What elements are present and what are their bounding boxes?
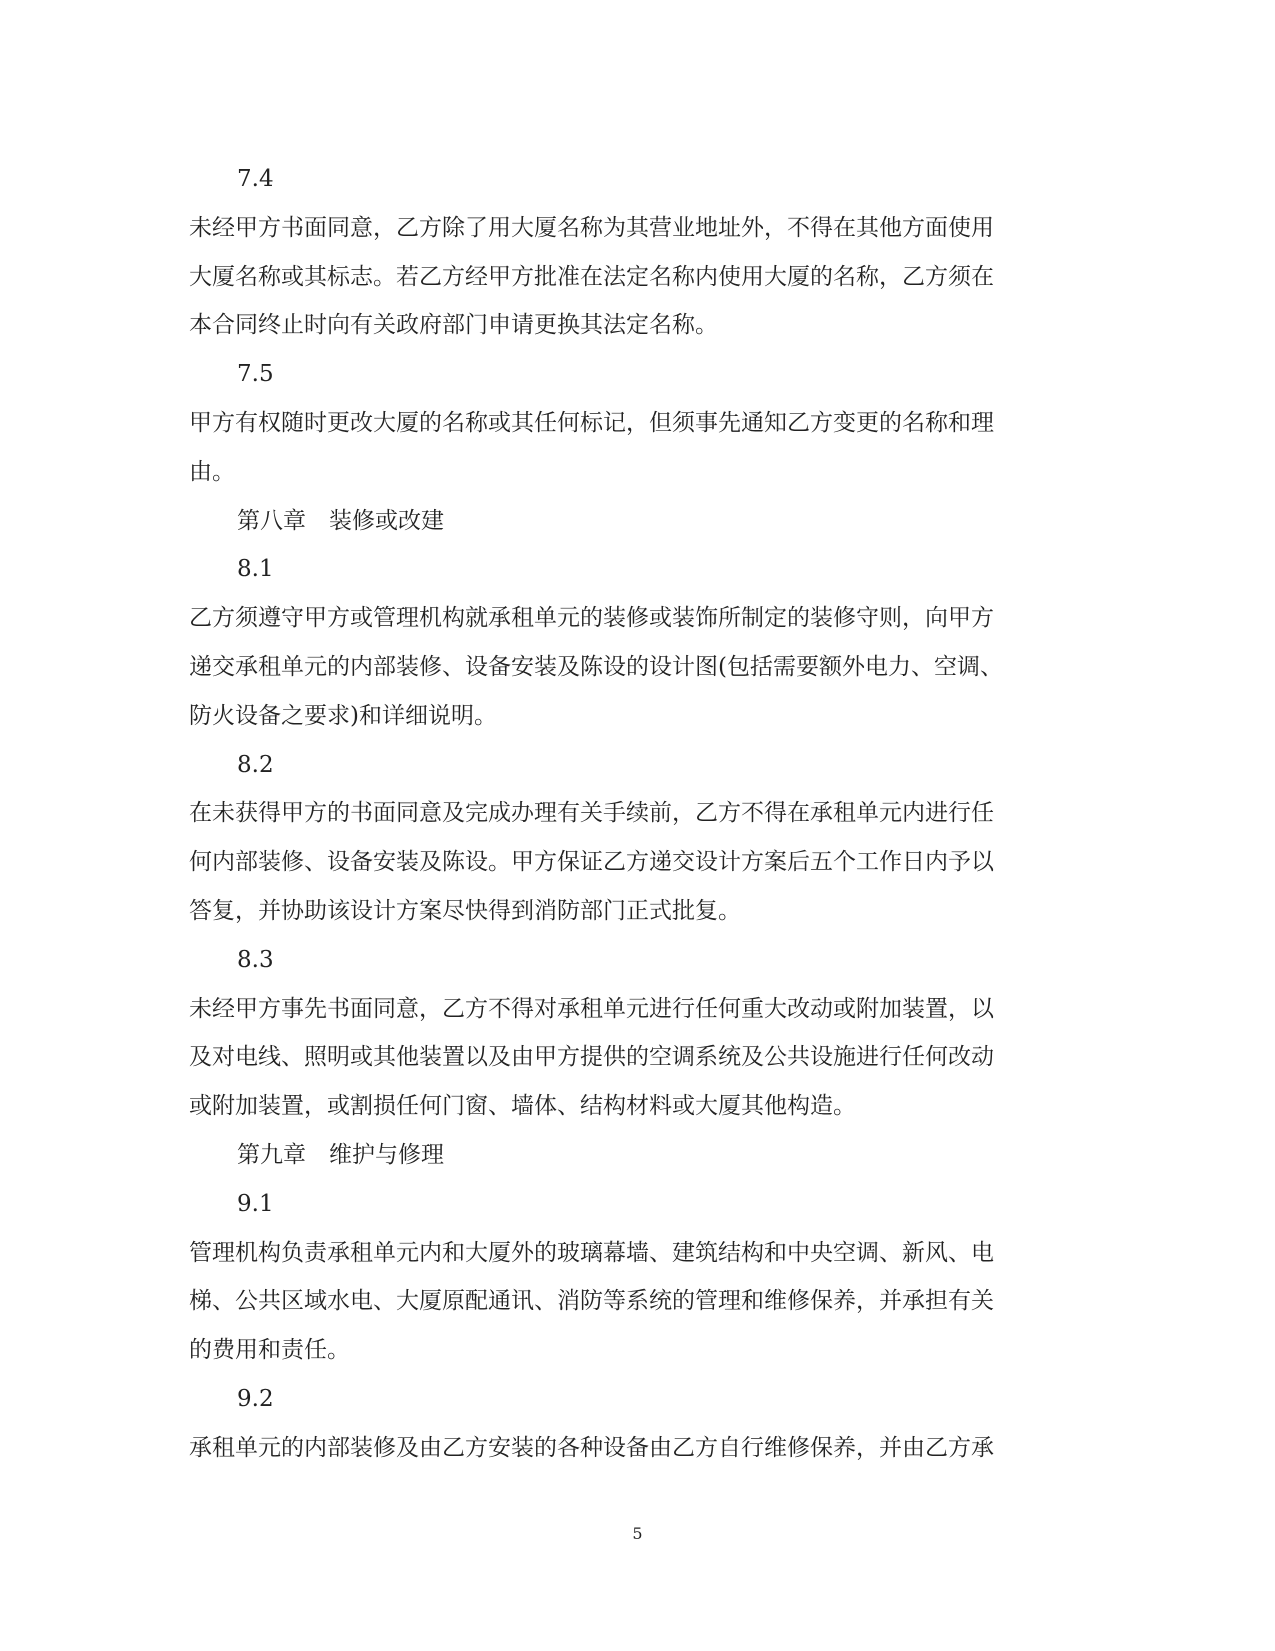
section-heading: 8.1 (237, 556, 274, 583)
paragraph-line: 管理机构负责承租单元内和大厦外的玻璃幕墙、建筑结构和中央空调、新风、电 (189, 1239, 994, 1266)
paragraph-line: 甲方有权随时更改大厦的名称或其任何标记，但须事先通知乙方变更的名称和理 (189, 409, 994, 436)
paragraph-line: 或附加装置，或割损任何门窗、墙体、结构材料或大厦其他构造。 (189, 1093, 856, 1120)
section-heading: 第八章 装修或改建 (237, 507, 444, 534)
paragraph-line: 梯、公共区域水电、大厦原配通讯、消防等系统的管理和维修保养，并承担有关 (189, 1288, 994, 1315)
section-heading: 第九章 维护与修理 (237, 1141, 444, 1168)
paragraph-line: 答复，并协助该设计方案尽快得到消防部门正式批复。 (189, 897, 741, 924)
section-heading: 9.2 (237, 1385, 274, 1412)
paragraph-line: 的费用和责任。 (189, 1337, 350, 1364)
paragraph-line: 及对电线、照明或其他装置以及由甲方提供的空调系统及公共设施进行任何改动 (189, 1044, 994, 1071)
section-heading: 7.5 (237, 361, 274, 388)
paragraph-line: 大厦名称或其标志。若乙方经甲方批准在法定名称内使用大厦的名称，乙方须在 (189, 263, 994, 290)
page-number: 5 (632, 1524, 643, 1543)
paragraph-line: 未经甲方书面同意，乙方除了用大厦名称为其营业地址外，不得在其他方面使用 (189, 214, 994, 241)
document-body (189, 155, 1069, 1473)
paragraph-line: 递交承租单元的内部装修、设备安装及陈设的设计图(包括需要额外电力、空调、 (189, 653, 1003, 680)
paragraph-line: 由。 (189, 458, 235, 485)
paragraph-line: 承租单元的内部装修及由乙方安装的各种设备由乙方自行维修保养，并由乙方承 (189, 1434, 994, 1461)
paragraph-line: 防火设备之要求)和详细说明。 (189, 702, 497, 729)
paragraph-line: 乙方须遵守甲方或管理机构就承租单元的装修或装饰所制定的装修守则，向甲方 (189, 605, 994, 632)
section-heading: 9.1 (237, 1190, 274, 1217)
section-heading: 7.4 (237, 166, 274, 192)
paragraph-line: 何内部装修、设备安装及陈设。甲方保证乙方递交设计方案后五个工作日内予以 (189, 849, 994, 876)
section-heading: 8.3 (237, 946, 274, 973)
section-heading: 8.2 (237, 751, 274, 778)
paragraph-line: 在未获得甲方的书面同意及完成办理有关手续前，乙方不得在承租单元内进行任 (189, 800, 994, 827)
paragraph-line: 未经甲方事先书面同意，乙方不得对承租单元进行任何重大改动或附加装置，以 (189, 995, 994, 1022)
paragraph-line: 本合同终止时向有关政府部门申请更换其法定名称。 (189, 312, 718, 339)
